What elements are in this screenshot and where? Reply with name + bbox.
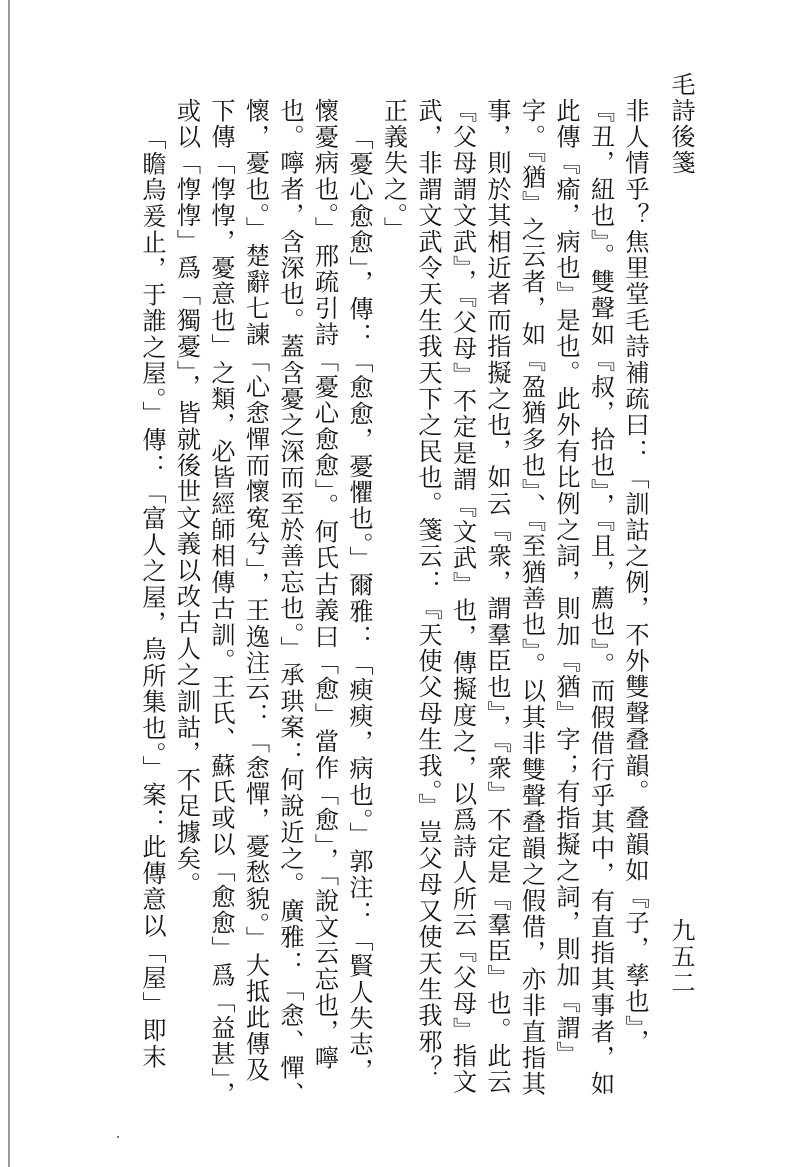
body-text	[105, 98, 652, 1108]
page-number: 九五二	[667, 918, 695, 996]
text-line-1: 非人情乎？焦里堂毛詩補疏曰：「訓詁之例，不外雙聲叠韻。叠韻如『子，孳也』，	[621, 98, 649, 1056]
text-line-11: 也。嚀者，含深也。蓋含憂之深而至於善忘也。」承珙案：何說近之。廣雅：「悆、憚、	[276, 98, 304, 1108]
text-line-9: 「憂心愈愈」，傳：「愈愈，憂懼也。」爾雅：「瘐瘐，病也。」郭注：「賢人失志，	[345, 124, 373, 1084]
text-line-10: 懷憂病也。」邢疏引詩「憂心愈愈」。何氏古義曰「愈」當作「愈」，「說文云忘也，嚀	[310, 98, 339, 1072]
text-line-6: 『父母謂文武』，『父母』不定是謂『文武』也，傳擬度之，以爲詩人所云『父母』指文	[448, 98, 477, 1096]
text-line-15: 「瞻烏爰止，于誰之屋。」傳：「富人之屋，烏所集也。」案：此傳意以「屋」即末	[138, 124, 166, 1070]
text-line-2: 『丑，紐也』。雙聲如『叔，拾也』，『且，薦也』。而假借行乎其中，有直指其事者，如	[586, 98, 615, 1098]
running-title: 毛詩後箋	[667, 72, 695, 176]
text-line-5: 事，則於其相近者而指擬之也，如云『衆，謂羣臣也』，『衆』不定是『羣臣』也。此云	[483, 98, 511, 1096]
text-line-14: 或以「惸惸」爲「獨憂」，皆就後世文義以改古人之訓詁，不足據矣。	[172, 98, 201, 899]
text-line-3: 此傳『瘉，病也』是也。此外有比例之詞，則加『猶』字；有指擬之詞，則加『謂』	[552, 98, 580, 1068]
text-line-13: 下傳「惸惸，憂意也」之類，必皆經師相傳古訓。王氏、蘇氏或以「愈愈」爲「益甚」，	[207, 98, 235, 1108]
scan-speck	[117, 1136, 119, 1138]
text-line-7: 武，非謂文武令天生我天下之民也。箋云：『天使父母生我。』豈父母又使天生我邪？	[414, 98, 442, 1082]
page-left-edge	[8, 0, 10, 1167]
text-line-4: 字。『猶』之云者，如『盈猶多也』、『至猶善也』。以其非雙聲叠韻之假借，亦非直指其	[517, 98, 546, 1098]
text-line-12: 懷，憂也。」楚辭七諫「心悆憚而懷寃兮」，王逸注云：「悆憚，憂愁貌。」大抵此傳及	[241, 98, 270, 1084]
text-line-8: 正義失之。」	[379, 98, 408, 244]
